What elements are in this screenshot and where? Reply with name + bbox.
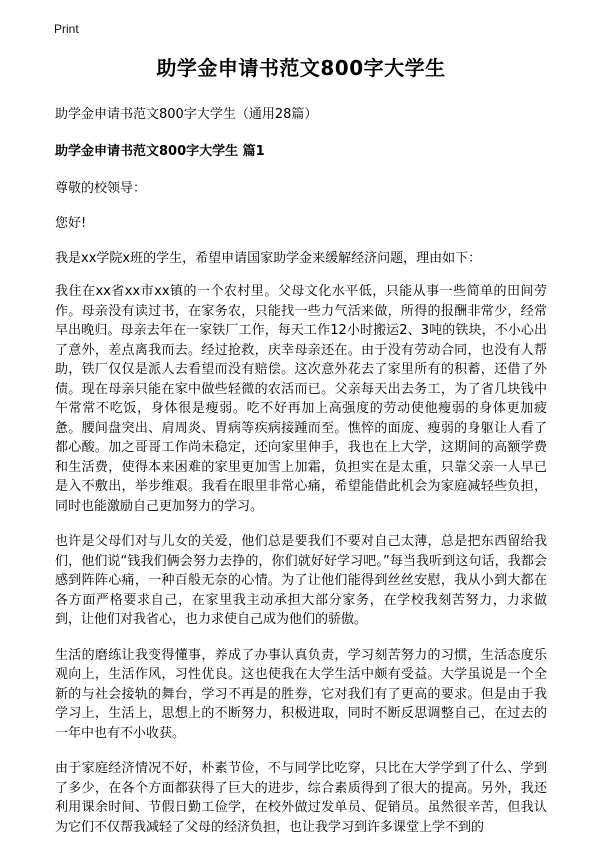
intro-line: 我是xx学院x班的学生，希望申请国家助学金来缓解经济问题，理由如下： — [55, 251, 482, 266]
greeting: 您好! — [55, 216, 87, 231]
section-heading: 助学金申请书范文800字大学生 篇1 — [55, 144, 265, 159]
print-label[interactable]: Print — [54, 22, 79, 36]
body-paragraph: 我住在xx省xx市xx镇的一个农村里。父母文化水平低，只能从事一些简单的田间劳作。母亲没有读过书，在家务农，只能找一些力气活来做，所得的报酬非常少，经常早出晚归。母亲去年在一家铁厂工作，每天工作12小时搬运2、3吨的铁块，不小心出了意外，差点离我而去。经过抢救，庆幸母亲还在。由于没有劳动合同，也没有人帮助，铁厂仅仅是派人去看望而没有赔偿。这次意外花去了家里所有的积蓄，还借了外债。现在母亲只能在家中做些轻微的农活而已。父亲每天出去务工，为了省几块钱中午常常不吃饭，身体很是瘦弱。吃不好再加上高强度的劳动使他瘦弱的身体更加疲惫。腰间盘突出、肩周炎、胃病等疾病接踵而至。憔悴的面庞、瘦弱的身躯让人看了都心酸。加之哥哥工作尚未稳定，还向家里伸手，我也在上大学，这期间的高额学费和生活费，使得本来困难的家里更加雪上加霜，负担实在是太重，只靠父亲一人早已是入不敷出，举步维艰。我看在眼里非常心痛，希望能借此机会为家庭减轻些负担，同时也能激励自己更加努力的学习。 — [55, 284, 547, 514]
document-subtitle: 助学金申请书范文800字大学生（通用28篇） — [55, 107, 318, 122]
document-page — [55, 52, 547, 853]
body-paragraph: 生活的磨练让我变得懂事，养成了办事认真负责，学习刻苦努力的习惯，生活态度乐观向上，生活作风，习性优良。这也使我在大学生活中颇有受益。大学虽说是一个全新的与社会接轨的舞台，学习不再是的胜券，它对我们有了更高的要求。但是由于我学习上，生活上，思想上的不断努力，积极进取，同时不断反思调整自己，在过去的一年中也有不小收获。 — [55, 647, 547, 741]
body-paragraph: 由于家庭经济情况不好，朴素节俭，不与同学比吃穿，只比在大学学到了什么、学到了多少，在各个方面都获得了巨大的进步，综合素质得到了很大的提高。另外，我还利用课余时间、节假日勤工俭学，在校外做过发单员、促销员。虽然很辛苦，但我认为它们不仅帮我减轻了父母的经济负担，也让我学习到许多课堂上学不到的 — [55, 761, 547, 835]
body-paragraph: 也许是父母们对与儿女的关爱，他们总是要我们不要对自己太薄，总是把东西留给我们，他们说“钱我们俩会努力去挣的，你们就好好学习吧。”每当我听到这句话，我都会感到阵阵心痛，一种百般无奈的心情。为了让他们能得到丝丝安慰，我从小到大都在各方面严格要求自己，在家里我主动承担大部分家务，在学校我刻苦努力，力求做到，让他们对我省心，也力求使自己成为他们的骄傲。 — [55, 534, 547, 627]
page-title: 助学金申请书范文800字大学生 — [156, 56, 446, 80]
salutation: 尊敬的校领导： — [55, 181, 147, 196]
